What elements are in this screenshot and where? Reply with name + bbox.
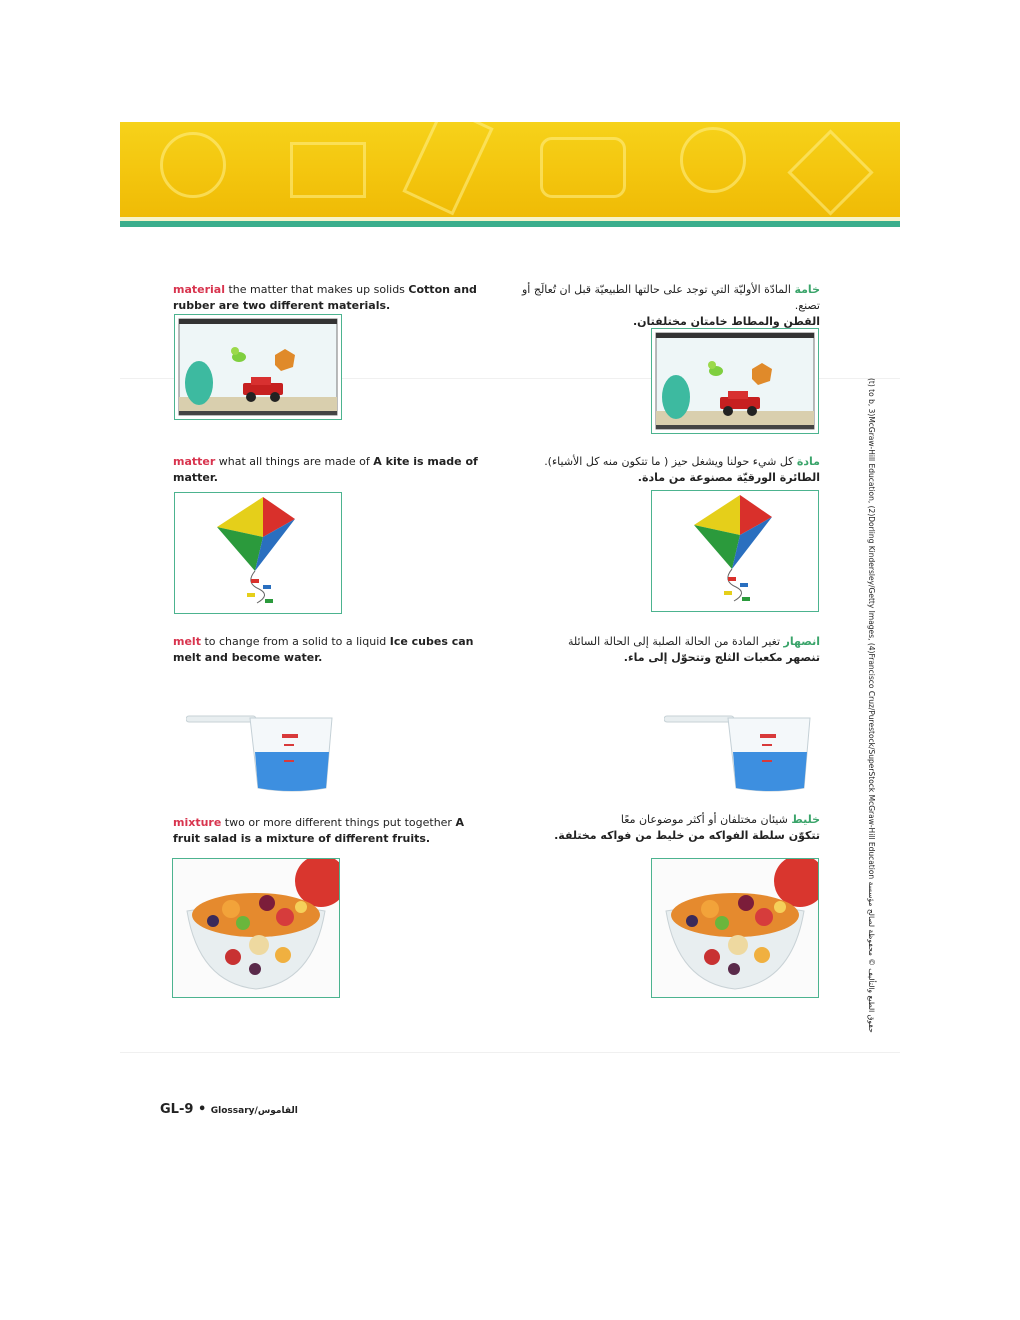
entry-ar-material bbox=[510, 282, 820, 330]
term-en: mixture bbox=[173, 816, 222, 829]
entry-en-mixture bbox=[173, 815, 478, 847]
term-ar: خامة bbox=[794, 283, 820, 296]
kite-image bbox=[651, 490, 819, 612]
definition-en: to change from a solid to a liquid bbox=[200, 635, 390, 648]
example-ar: الطائرة الورقيّة مصنوعة من مادة. bbox=[637, 471, 820, 484]
divider bbox=[120, 1052, 900, 1053]
entry-ar-matter bbox=[510, 454, 820, 486]
example-en: Cotton and rubber are two different materials. bbox=[173, 283, 477, 312]
entry-en-melt bbox=[173, 634, 478, 666]
kite-image bbox=[174, 492, 342, 614]
header-banner bbox=[120, 122, 900, 217]
fish-tank-image bbox=[651, 328, 819, 434]
term-en: melt bbox=[173, 635, 201, 648]
example-en: A fruit salad is a mixture of different fruits. bbox=[173, 816, 464, 845]
definition-ar: كل شيء حولنا ويشغل حيز ( ما تتكون منه كل الأشياء). bbox=[544, 455, 797, 468]
footer-bullet: • bbox=[197, 1102, 207, 1117]
example-en: A kite is made of matter. bbox=[173, 455, 478, 484]
definition-ar: المادّة الأوليّة التي توجد على حالتها الطبيعيّة قبل ان تُعالَج أو تصنع. bbox=[521, 283, 820, 312]
example-ar: تتكوّن سلطة الفواكه من خليط من فواكه مختلفة. bbox=[554, 829, 820, 842]
term-ar: انصهار bbox=[783, 635, 820, 648]
term-en: material bbox=[173, 283, 225, 296]
page-footer bbox=[160, 1102, 298, 1117]
example-en: Ice cubes can melt and become water. bbox=[173, 635, 474, 664]
banner-stripe-green bbox=[120, 221, 900, 227]
entry-en-material bbox=[173, 282, 478, 314]
fruit-salad-image bbox=[172, 858, 340, 998]
entry-ar-melt bbox=[510, 634, 820, 666]
page-number: GL-9 bbox=[160, 1102, 194, 1117]
term-ar: مادة bbox=[796, 455, 820, 468]
fruit-salad-image bbox=[651, 858, 819, 998]
definition-en: two or more different things put together bbox=[221, 816, 456, 829]
example-ar: تنصهر مكعبات الثلج وتتحوّل إلى ماء. bbox=[623, 651, 820, 664]
definition-ar: تغير المادة من الحالة الصلبة إلى الحالة السائلة bbox=[567, 635, 784, 648]
definition-ar: شيئان مختلفان أو أكثر موضوعان معًا bbox=[620, 813, 792, 826]
section-label: Glossary/القاموس bbox=[210, 1106, 298, 1116]
example-ar: القطن والمطاط خامتان مختلفتان. bbox=[632, 315, 820, 328]
measuring-cup-image bbox=[664, 712, 816, 794]
fish-tank-image bbox=[174, 314, 342, 420]
entry-ar-mixture bbox=[510, 812, 820, 844]
definition-en: what all things are made of bbox=[215, 455, 374, 468]
definition-en: the matter that makes up solids bbox=[225, 283, 409, 296]
term-ar: خليط bbox=[791, 813, 820, 826]
photo-credit: (t) to b, 3)McGraw-Hill Education, (2)Dorling Kindersley/Getty Images, (4)Francisco Cruz/Purestock/SuperStock McGraw-Hill Education حقوق الطبع والتأليف © محفوظة لصالح مؤسسة bbox=[867, 378, 876, 1033]
term-en: matter bbox=[173, 455, 216, 468]
measuring-cup-image bbox=[186, 712, 338, 794]
entry-en-matter bbox=[173, 454, 478, 486]
